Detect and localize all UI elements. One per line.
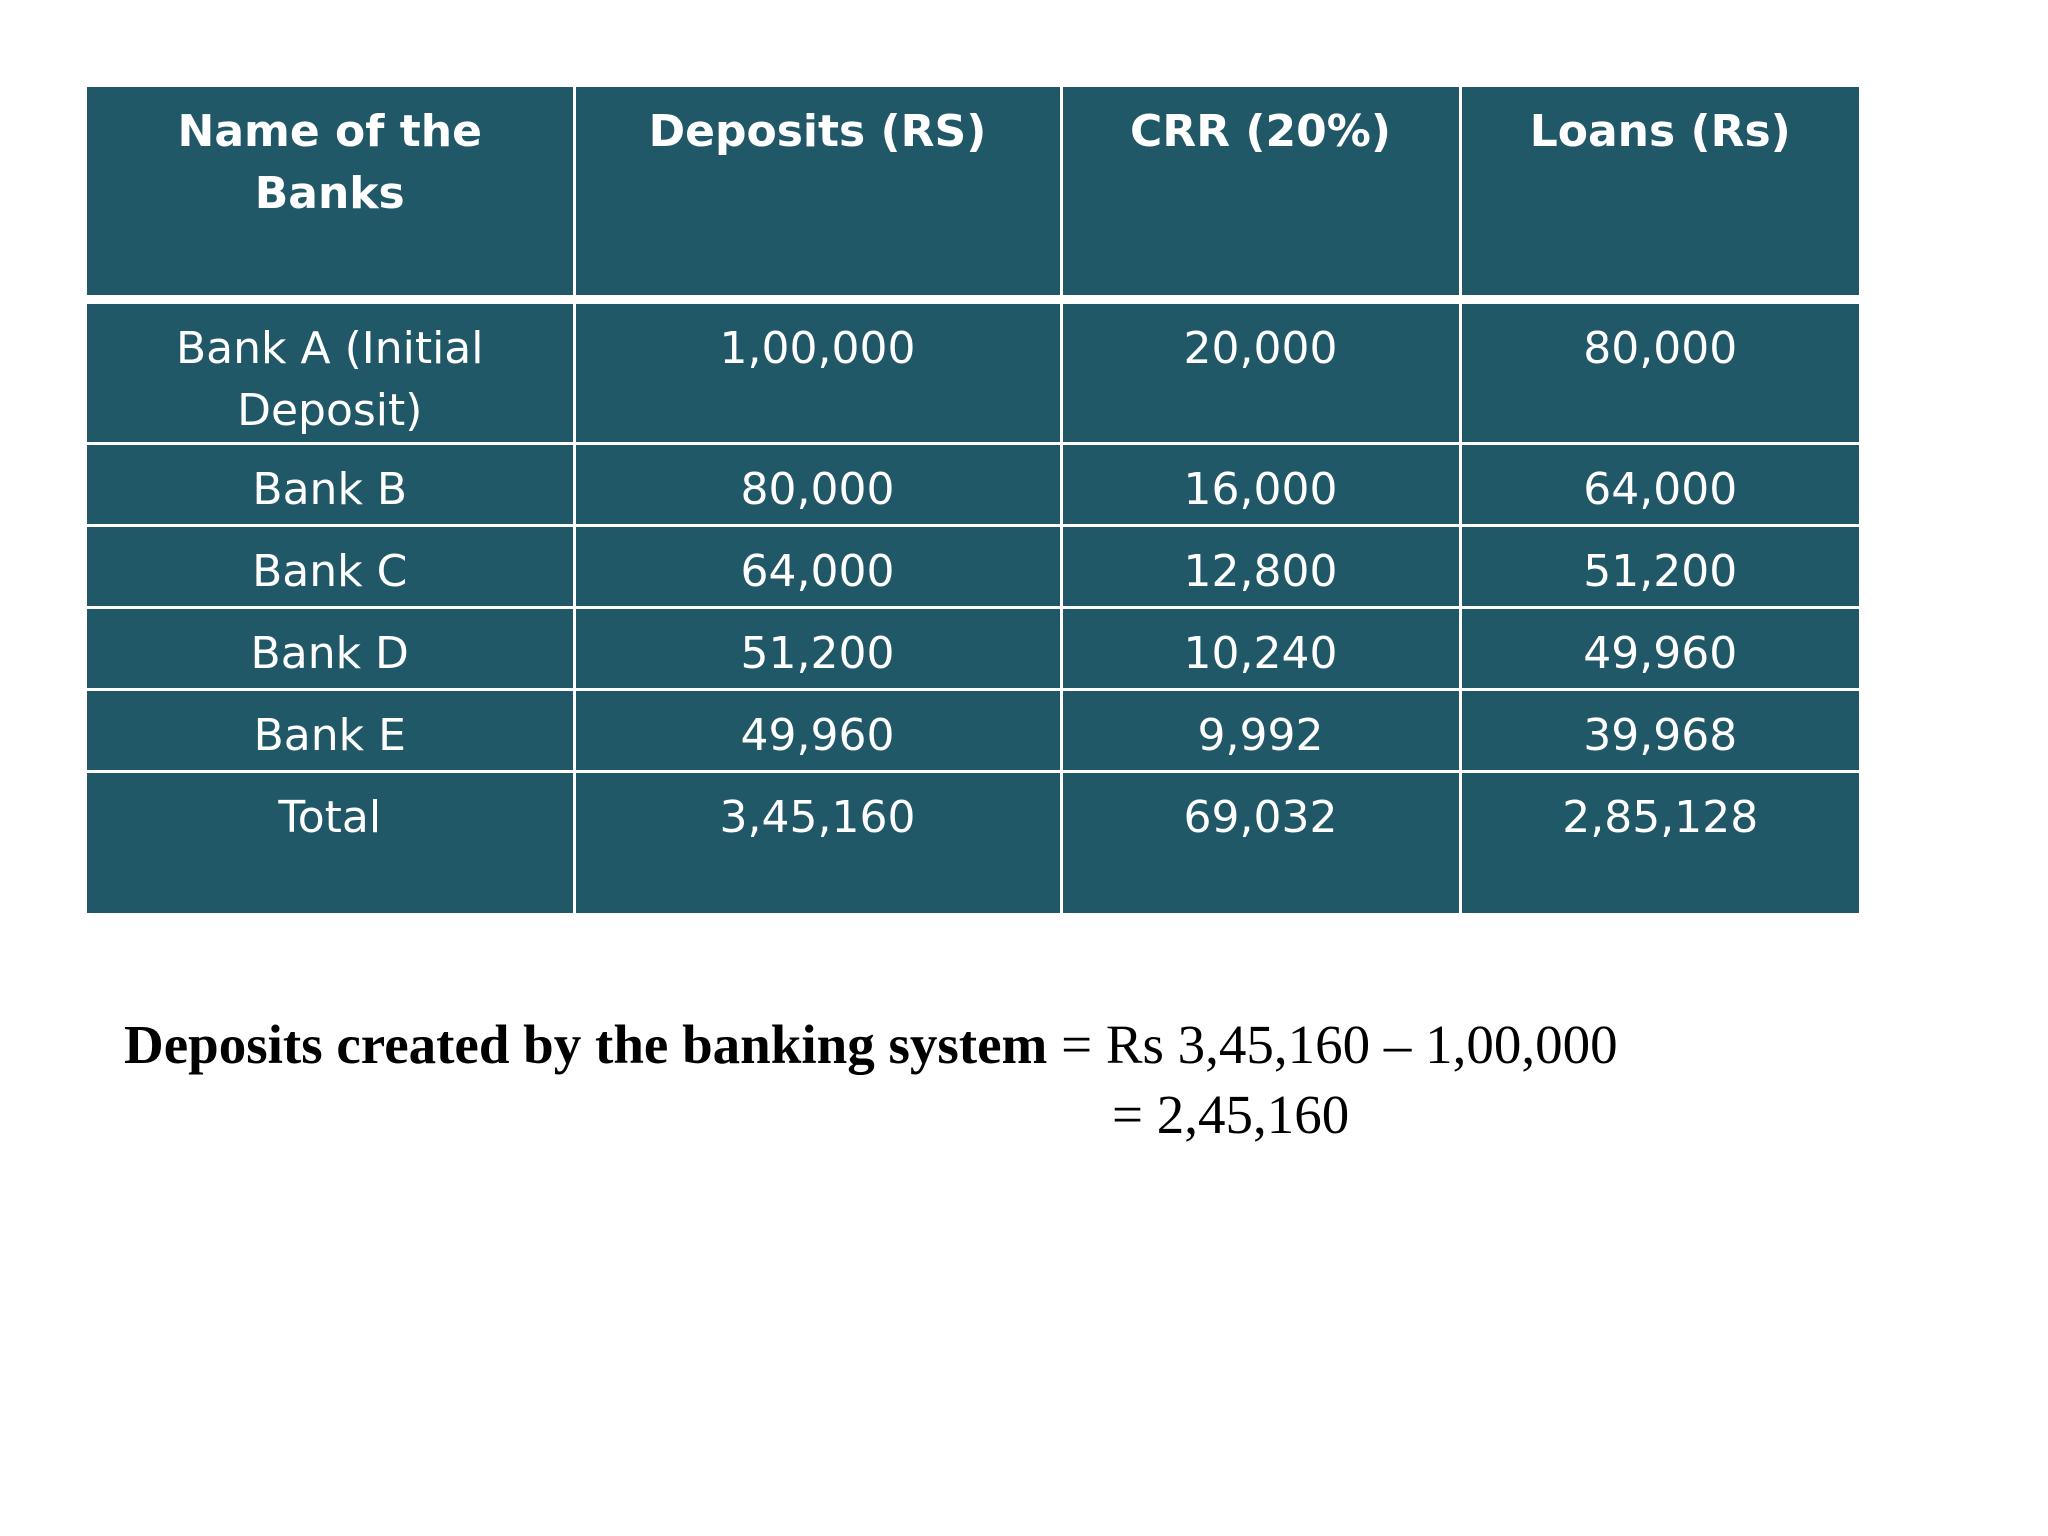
- cell-bank-name: Bank A (Initial Deposit): [87, 299, 574, 443]
- multiplier-table: [87, 87, 1859, 913]
- header-loans: Loans (Rs): [1460, 87, 1859, 299]
- summary-line-1: [124, 1010, 1618, 1080]
- deposits-created-summary: [124, 1010, 1618, 1145]
- table-total-row: [87, 771, 1859, 913]
- cell-crr: 69,032: [1061, 771, 1460, 913]
- header-crr: CRR (20%): [1061, 87, 1460, 299]
- cell-loans: 64,000: [1460, 443, 1859, 525]
- table-row: [87, 443, 1859, 525]
- table-row: [87, 299, 1859, 443]
- cell-crr: 16,000: [1061, 443, 1460, 525]
- cell-loans: 51,200: [1460, 525, 1859, 607]
- cell-deposits: 49,960: [574, 689, 1061, 771]
- cell-deposits: 80,000: [574, 443, 1061, 525]
- cell-bank-name: Bank C: [87, 525, 574, 607]
- table-row: [87, 689, 1859, 771]
- cell-crr: 20,000: [1061, 299, 1460, 443]
- header-deposits: Deposits (RS): [574, 87, 1061, 299]
- cell-crr: 10,240: [1061, 607, 1460, 689]
- table-header-row: [87, 87, 1859, 299]
- cell-loans: 39,968: [1460, 689, 1859, 771]
- cell-deposits: 64,000: [574, 525, 1061, 607]
- cell-deposits: 51,200: [574, 607, 1061, 689]
- cell-loans: 2,85,128: [1460, 771, 1859, 913]
- table-row: [87, 525, 1859, 607]
- cell-deposits: 1,00,000: [574, 299, 1061, 443]
- cell-crr: 12,800: [1061, 525, 1460, 607]
- cell-bank-name: Bank B: [87, 443, 574, 525]
- table-row: [87, 607, 1859, 689]
- cell-bank-name: Bank E: [87, 689, 574, 771]
- summary-label: Deposits created by the banking system: [124, 1014, 1048, 1075]
- summary-equation-2: = 2,45,160: [1112, 1084, 1350, 1145]
- cell-loans: 49,960: [1460, 607, 1859, 689]
- cell-loans: 80,000: [1460, 299, 1859, 443]
- header-bank-name: Name of the Banks: [87, 87, 574, 299]
- cell-bank-name: Total: [87, 771, 574, 913]
- cell-bank-name: Bank D: [87, 607, 574, 689]
- cell-crr: 9,992: [1061, 689, 1460, 771]
- summary-equation-1: = Rs 3,45,160 – 1,00,000: [1047, 1014, 1618, 1075]
- cell-deposits: 3,45,160: [574, 771, 1061, 913]
